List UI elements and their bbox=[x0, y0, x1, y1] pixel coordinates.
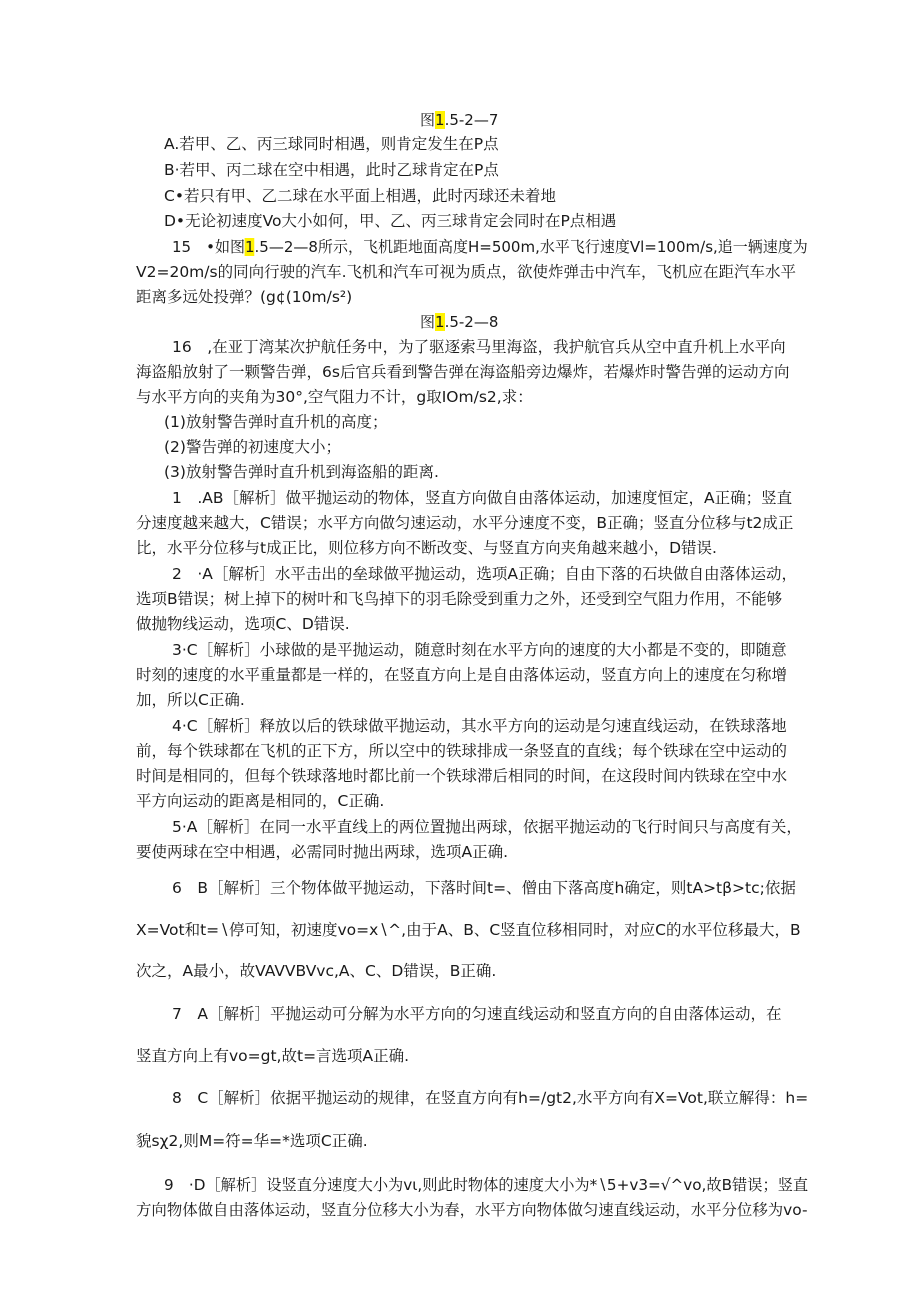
answer-2-line-3: 做抛物线运动，选项C、D错误. bbox=[136, 615, 350, 633]
question-15-line-1: 15 •如图1.5—2—8所示，飞机距地面高度H=500m,水平飞行速度Vl=100m∕s,追一辆速度为 bbox=[172, 238, 808, 256]
option-a: A.若甲、乙、丙三球同时相遇，则肯定发生在P点 bbox=[164, 135, 499, 153]
answer-5-line-2: 要使两球在空中相遇，必需同时抛出两球，选项A正确. bbox=[136, 843, 509, 861]
question-16-line-1: 16 ,在亚丁湾某次护航任务中，为了驱逐索马里海盗，我护航官兵从空中直升机上水平向 bbox=[172, 338, 786, 356]
answer-8-line-1: 8 C［解析］依据平抛运动的规律，在竖直方向有h=∕gt2,水平方向有X=Vot,联立解得：h= bbox=[172, 1089, 809, 1107]
answer-7-line-1: 7 A［解析］平抛运动可分解为水平方向的匀速直线运动和竖直方向的自由落体运动，在 bbox=[172, 1005, 782, 1023]
answer-7-line-2: 竖直方向上有vo=gt,故t=言选项A正确. bbox=[136, 1047, 410, 1065]
question-16-line-2: 海盗船放射了一颗警告弹，6s后官兵看到警告弹在海盗船旁边爆炸，若爆炸时警告弹的运动方向 bbox=[136, 363, 790, 381]
answer-4-line-2: 前，每个铁球都在飞机的正下方，所以空中的铁球排成一条竖直的直线；每个铁球在空中运动的 bbox=[136, 742, 788, 760]
question-16-line-3: 与水平方向的夹角为30°,空气阻力不计，g取IOm/s2,求： bbox=[136, 388, 533, 406]
option-d: D•无论初速度Vo大小如何，甲、乙、丙三球肯定会同时在P点相遇 bbox=[164, 212, 617, 230]
answer-9-line-1: 9 ·D［解析］设竖直分速度大小为vι,则此时物体的速度大小为*∖5+v3=√^vo,故B错误；竖直 bbox=[164, 1176, 809, 1194]
answer-6-line-3: 次之，A最小，故VAVVBVvc,A、C、D错误，B正确. bbox=[136, 962, 497, 980]
figure-caption-1: 图1.5-2—7 bbox=[420, 111, 499, 129]
answer-2-line-1: 2 ·A［解析］水平击出的垒球做平抛运动，选项A正确；自由下落的石块做自由落体运动， bbox=[172, 565, 797, 583]
answer-6-line-1: 6 B［解析］三个物体做平抛运动，下落时间t=、僧由下落高度h确定，则tA>tβ>tc;依据 bbox=[172, 879, 796, 897]
answer-3-line-1: 3·C［解析］小球做的是平抛运动，随意时刻在水平方向的速度的大小都是不变的，即随意 bbox=[172, 641, 787, 659]
answer-1-line-2: 分速度越来越大，C错误；水平方向做匀速运动，水平分速度不变，B正确；竖直分位移与t2成正 bbox=[136, 514, 794, 532]
answer-6-line-2: X=Vot和t=∖停可知，初速度vo=x∖^,由于A、B、C竖直位移相同时，对应C的水平位移最大，B bbox=[136, 921, 801, 939]
answer-4-line-1: 4·C［解析］释放以后的铁球做平抛运动，其水平方向的运动是匀速直线运动，在铁球落地 bbox=[172, 717, 787, 735]
answer-2-line-2: 选项B错误；树上掉下的树叶和飞鸟掉下的羽毛除受到重力之外，还受到空气阻力作用，不能够 bbox=[136, 590, 783, 608]
highlight-mark: 1 bbox=[435, 313, 445, 331]
answer-1-line-3: 比，水平分位移与t成正比，则位移方向不断改变、与竖直方向夹角越来越小，D错误. bbox=[136, 539, 717, 557]
highlight-mark: 1 bbox=[435, 111, 445, 129]
answer-9-line-2: 方向物体做自由落体运动，竖直分位移大小为春，水平方向物体做匀速直线运动，水平分位移为vo- bbox=[136, 1201, 808, 1219]
answer-8-line-2: 貌sχ2,则M=符=华=*选项C正确. bbox=[136, 1132, 368, 1150]
option-c: C•若只有甲、乙二球在水平面上相遇，此时丙球还未着地 bbox=[164, 187, 556, 205]
option-b: B·若甲、丙二球在空中相遇，此时乙球肯定在P点 bbox=[164, 161, 499, 179]
figure-caption-2: 图1.5-2—8 bbox=[420, 313, 499, 331]
answer-3-line-2: 时刻的速度的水平重量都是一样的，在竖直方向上是自由落体运动，竖直方向上的速度在匀称增 bbox=[136, 666, 788, 684]
highlight-mark: 1 bbox=[244, 238, 255, 256]
answer-4-line-4: 平方向运动的距离是相同的，C正确. bbox=[136, 792, 385, 810]
answer-5-line-1: 5·A［解析］在同一水平直线上的两位置抛出两球，依据平抛运动的飞行时间只与高度有关， bbox=[172, 818, 802, 836]
question-15-line-3: 距离多远处投弹？(g¢(10m∕s²) bbox=[136, 288, 353, 306]
question-15-line-2: V2=20m∕s的同向行驶的汽车.飞机和汽车可视为质点，欲使炸弹击中汽车，飞机应在距汽车水平 bbox=[136, 263, 797, 281]
question-16-item-1: (1)放射警告弹时直升机的高度； bbox=[164, 413, 388, 431]
question-16-item-2: (2)警告弹的初速度大小； bbox=[164, 438, 341, 456]
answer-4-line-3: 时间是相同的，但每个铁球落地时都比前一个铁球滞后相同的时间，在这段时间内铁球在空中水 bbox=[136, 767, 788, 785]
answer-1-line-1: 1 .AB［解析］做平抛运动的物体，竖直方向做自由落体运动，加速度恒定，A正确；竖直 bbox=[172, 489, 793, 507]
question-16-item-3: (3)放射警告弹时直升机到海盗船的距离. bbox=[164, 463, 439, 481]
answer-3-line-3: 加，所以C正确. bbox=[136, 691, 245, 709]
